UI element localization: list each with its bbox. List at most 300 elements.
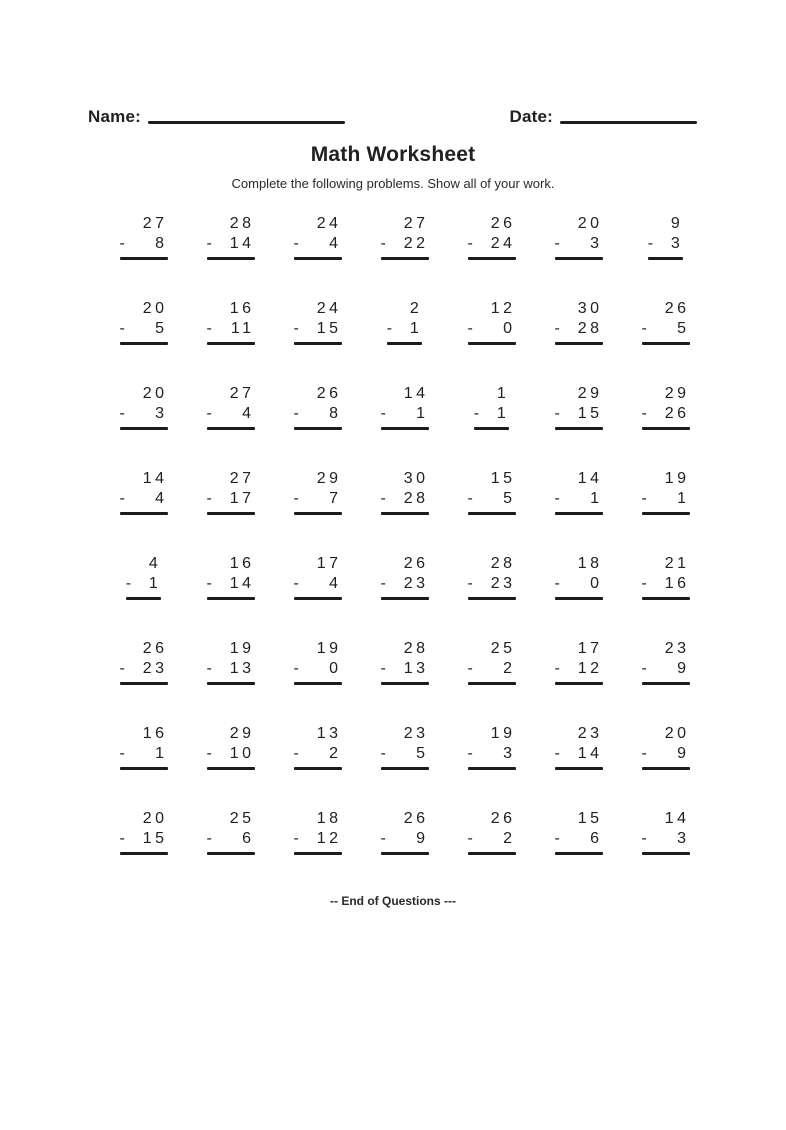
problem-cell	[555, 639, 603, 685]
subtraction-row	[468, 489, 516, 509]
minuend: 26	[664, 300, 690, 317]
minuend: 26	[316, 385, 342, 402]
minuend: 23	[577, 725, 603, 742]
subtrahend: 23	[403, 575, 429, 592]
problem-cell	[294, 214, 342, 260]
answer-line	[555, 427, 603, 430]
answer-line	[207, 512, 255, 515]
answer-line	[381, 427, 429, 430]
subtrahend: 0	[329, 660, 342, 677]
problem-cell	[120, 724, 168, 770]
problem-column	[187, 299, 274, 345]
answer-line	[468, 257, 516, 260]
problem-cell	[555, 809, 603, 855]
answer-line	[120, 342, 168, 345]
minus-sign: -	[554, 405, 560, 422]
subtrahend: 1	[496, 405, 510, 422]
subtraction-row	[642, 574, 690, 594]
problem-column	[448, 639, 535, 685]
problem-column	[361, 554, 448, 600]
subtrahend: 4	[242, 405, 255, 422]
answer-line	[474, 427, 510, 430]
subtrahend: 4	[329, 575, 342, 592]
page-title: Math Worksheet	[310, 143, 476, 166]
answer-line	[642, 767, 690, 770]
minuend: 19	[229, 640, 255, 657]
problems-row	[100, 469, 709, 515]
minus-sign: -	[467, 660, 473, 677]
problem-column	[100, 554, 187, 600]
problem-cell	[474, 384, 510, 430]
problem-column	[535, 469, 622, 515]
problem-cell	[294, 299, 342, 345]
minuend: 24	[316, 215, 342, 232]
subtraction-row	[294, 489, 342, 509]
answer-line	[555, 682, 603, 685]
problem-cell	[642, 809, 690, 855]
answer-line	[381, 852, 429, 855]
problem-cell	[642, 384, 690, 430]
problem-cell	[207, 384, 255, 430]
answer-line	[642, 682, 690, 685]
problem-column	[361, 639, 448, 685]
problem-column	[448, 214, 535, 260]
subtrahend: 7	[329, 490, 342, 507]
problem-column	[100, 809, 187, 855]
minuend: 18	[577, 555, 603, 572]
minuend: 28	[490, 555, 516, 572]
subtraction-row	[555, 404, 603, 424]
problem-cell	[555, 554, 603, 600]
problem-column	[622, 299, 709, 345]
answer-line	[468, 682, 516, 685]
minuend: 25	[490, 640, 516, 657]
minuend: 23	[403, 725, 429, 742]
minus-sign: -	[119, 235, 125, 252]
problem-column	[448, 299, 535, 345]
problems-row	[100, 554, 709, 600]
answer-line	[294, 512, 342, 515]
minus-sign: -	[554, 575, 560, 592]
subtraction-row	[294, 829, 342, 849]
answer-line	[294, 767, 342, 770]
subtraction-row	[474, 404, 510, 424]
minus-sign: -	[380, 660, 386, 677]
subtrahend: 12	[577, 660, 603, 677]
problem-cell	[387, 299, 423, 345]
problem-column	[100, 299, 187, 345]
problem-column	[100, 384, 187, 430]
problem-cell	[294, 384, 342, 430]
subtraction-row	[120, 404, 168, 424]
subtrahend: 23	[490, 575, 516, 592]
answer-line	[207, 257, 255, 260]
subtraction-row	[555, 744, 603, 764]
subtrahend: 26	[664, 405, 690, 422]
minuend: 23	[664, 640, 690, 657]
minus-sign: -	[293, 235, 299, 252]
subtraction-row	[648, 234, 684, 254]
answer-line	[207, 427, 255, 430]
answer-line	[207, 342, 255, 345]
subtraction-row	[642, 319, 690, 339]
problem-column	[361, 469, 448, 515]
problem-column	[535, 214, 622, 260]
problem-cell	[294, 469, 342, 515]
subtraction-row	[642, 489, 690, 509]
minuend: 14	[142, 470, 168, 487]
problem-column	[535, 809, 622, 855]
minus-sign: -	[554, 320, 560, 337]
answer-line	[294, 427, 342, 430]
subtrahend: 3	[670, 235, 684, 252]
subtraction-row	[207, 659, 255, 679]
problem-column	[100, 724, 187, 770]
problem-cell	[207, 469, 255, 515]
problem-cell	[207, 639, 255, 685]
minus-sign: -	[467, 235, 473, 252]
minuend: 15	[577, 810, 603, 827]
problem-cell	[294, 809, 342, 855]
problem-column	[100, 469, 187, 515]
problem-column	[448, 724, 535, 770]
problem-column	[622, 384, 709, 430]
answer-line	[120, 852, 168, 855]
problem-column	[274, 214, 361, 260]
subtrahend: 1	[155, 745, 168, 762]
subtraction-row	[642, 744, 690, 764]
subtrahend: 2	[329, 745, 342, 762]
subtraction-row	[468, 659, 516, 679]
subtraction-row	[468, 829, 516, 849]
minuend: 29	[229, 725, 255, 742]
subtraction-row	[381, 574, 429, 594]
problem-column	[622, 214, 709, 260]
problem-column	[448, 384, 535, 430]
minuend: 24	[316, 300, 342, 317]
minuend: 29	[664, 385, 690, 402]
answer-line	[648, 257, 684, 260]
subtrahend: 2	[503, 830, 516, 847]
problem-cell	[381, 724, 429, 770]
answer-line	[642, 597, 690, 600]
answer-line	[294, 597, 342, 600]
subtrahend: 3	[677, 830, 690, 847]
problem-column	[448, 554, 535, 600]
answer-line	[294, 342, 342, 345]
subtrahend: 10	[229, 745, 255, 762]
minuend: 20	[577, 215, 603, 232]
subtraction-row	[120, 829, 168, 849]
answer-line	[642, 852, 690, 855]
problem-cell	[120, 809, 168, 855]
problem-column	[535, 554, 622, 600]
subtrahend: 0	[503, 320, 516, 337]
minus-sign: -	[206, 320, 212, 337]
answer-line	[207, 767, 255, 770]
problem-column	[622, 639, 709, 685]
answer-line	[555, 597, 603, 600]
answer-line	[468, 597, 516, 600]
answer-line	[207, 852, 255, 855]
problem-column	[274, 384, 361, 430]
minus-sign: -	[119, 660, 125, 677]
subtraction-row	[381, 404, 429, 424]
minus-sign: -	[467, 575, 473, 592]
answer-line	[468, 852, 516, 855]
minuend: 30	[403, 470, 429, 487]
minus-sign: -	[119, 745, 125, 762]
answer-line	[381, 767, 429, 770]
answer-line	[120, 427, 168, 430]
subtrahend: 1	[148, 575, 162, 592]
answer-line	[468, 342, 516, 345]
subtraction-row	[207, 319, 255, 339]
subtrahend: 11	[230, 320, 255, 337]
problem-cell	[207, 809, 255, 855]
subtraction-row	[387, 319, 423, 339]
subtraction-row	[555, 574, 603, 594]
subtraction-row	[120, 659, 168, 679]
subtraction-row	[207, 744, 255, 764]
answer-line	[120, 767, 168, 770]
minus-sign: -	[380, 745, 386, 762]
answer-line	[642, 342, 690, 345]
subtrahend: 8	[329, 405, 342, 422]
minus-sign: -	[380, 405, 386, 422]
problem-cell	[120, 639, 168, 685]
minuend: 29	[577, 385, 603, 402]
problem-column	[361, 809, 448, 855]
minus-sign: -	[119, 320, 125, 337]
minuend: 1	[496, 385, 510, 402]
name-label: Name:	[88, 107, 141, 126]
problem-cell	[642, 724, 690, 770]
minuend: 13	[316, 725, 342, 742]
minus-sign: -	[641, 490, 647, 507]
subtrahend: 22	[403, 235, 429, 252]
subtraction-row	[120, 234, 168, 254]
minuend: 26	[142, 640, 168, 657]
problem-cell	[294, 724, 342, 770]
minus-sign: -	[293, 660, 299, 677]
problems-row	[100, 724, 709, 770]
problems-row	[100, 214, 709, 260]
problem-cell	[120, 384, 168, 430]
answer-line	[294, 682, 342, 685]
problem-column	[535, 639, 622, 685]
minus-sign: -	[647, 235, 654, 252]
answer-line	[381, 682, 429, 685]
problem-cell	[120, 299, 168, 345]
problem-cell	[207, 554, 255, 600]
minuend: 14	[577, 470, 603, 487]
problem-cell	[468, 214, 516, 260]
subtraction-row	[555, 829, 603, 849]
minuend: 4	[148, 555, 162, 572]
problem-cell	[642, 299, 690, 345]
subtrahend: 5	[503, 490, 516, 507]
end-of-questions-text: -- End of Questions ---	[330, 894, 456, 908]
minus-sign: -	[641, 830, 647, 847]
answer-line	[207, 682, 255, 685]
subtrahend: 23	[142, 660, 168, 677]
answer-line	[381, 597, 429, 600]
minuend: 27	[229, 385, 255, 402]
subtraction-row	[468, 234, 516, 254]
minuend: 9	[670, 215, 684, 232]
problem-cell	[468, 299, 516, 345]
subtrahend: 9	[677, 745, 690, 762]
minuend: 27	[229, 470, 255, 487]
problem-cell	[648, 214, 684, 260]
problem-column	[361, 724, 448, 770]
subtrahend: 6	[590, 830, 603, 847]
minus-sign: -	[125, 575, 132, 592]
subtraction-row	[468, 744, 516, 764]
minus-sign: -	[206, 405, 212, 422]
minus-sign: -	[380, 830, 386, 847]
subtrahend: 28	[577, 320, 603, 337]
minuend: 28	[403, 640, 429, 657]
problem-cell	[381, 554, 429, 600]
subtraction-row	[207, 234, 255, 254]
subtrahend: 5	[677, 320, 690, 337]
subtrahend: 3	[155, 405, 168, 422]
problem-column	[535, 724, 622, 770]
problem-cell	[642, 554, 690, 600]
problem-cell	[381, 809, 429, 855]
minuend: 19	[490, 725, 516, 742]
problem-column	[361, 299, 448, 345]
answer-line	[294, 257, 342, 260]
problem-cell	[381, 639, 429, 685]
subtrahend: 1	[409, 320, 423, 337]
answer-line	[468, 767, 516, 770]
minuend: 26	[490, 215, 516, 232]
subtrahend: 14	[229, 575, 255, 592]
answer-line	[555, 257, 603, 260]
subtraction-row	[207, 489, 255, 509]
minus-sign: -	[641, 405, 647, 422]
problem-cell	[294, 554, 342, 600]
problem-cell	[120, 469, 168, 515]
minuend: 20	[142, 385, 168, 402]
problem-cell	[381, 384, 429, 430]
subtrahend: 13	[229, 660, 255, 677]
problem-cell	[468, 554, 516, 600]
date-blank-line	[560, 121, 697, 124]
problem-column	[535, 299, 622, 345]
answer-line	[126, 597, 162, 600]
subtraction-row	[381, 744, 429, 764]
minus-sign: -	[641, 660, 647, 677]
minuend: 21	[664, 555, 690, 572]
minus-sign: -	[386, 320, 393, 337]
problem-column	[187, 469, 274, 515]
subtrahend: 14	[577, 745, 603, 762]
problem-cell	[381, 469, 429, 515]
subtraction-row	[381, 829, 429, 849]
minus-sign: -	[380, 490, 386, 507]
subtraction-row	[294, 744, 342, 764]
problem-column	[274, 809, 361, 855]
answer-line	[120, 512, 168, 515]
answer-line	[468, 512, 516, 515]
minuend: 20	[664, 725, 690, 742]
subtrahend: 15	[316, 320, 342, 337]
minuend: 2	[409, 300, 423, 317]
subtrahend: 4	[155, 490, 168, 507]
subtrahend: 3	[503, 745, 516, 762]
problem-column	[448, 809, 535, 855]
minus-sign: -	[293, 320, 299, 337]
minuend: 27	[403, 215, 429, 232]
problem-cell	[120, 214, 168, 260]
problem-cell	[468, 724, 516, 770]
problem-column	[361, 384, 448, 430]
subtraction-row	[642, 659, 690, 679]
minuend: 17	[577, 640, 603, 657]
minus-sign: -	[293, 490, 299, 507]
answer-line	[555, 767, 603, 770]
answer-line	[120, 682, 168, 685]
minuend: 26	[403, 555, 429, 572]
minus-sign: -	[206, 490, 212, 507]
minus-sign: -	[467, 830, 473, 847]
problems-grid	[100, 214, 709, 855]
minuend: 16	[229, 300, 255, 317]
subtrahend: 2	[503, 660, 516, 677]
minuend: 16	[229, 555, 255, 572]
subtrahend: 4	[329, 235, 342, 252]
subtrahend: 15	[577, 405, 603, 422]
subtrahend: 6	[242, 830, 255, 847]
subtrahend: 9	[677, 660, 690, 677]
problem-column	[274, 469, 361, 515]
subtraction-row	[207, 404, 255, 424]
answer-line	[642, 512, 690, 515]
minus-sign: -	[467, 745, 473, 762]
subtraction-row	[120, 319, 168, 339]
subtrahend: 8	[155, 235, 168, 252]
problem-cell	[555, 384, 603, 430]
problem-column	[187, 384, 274, 430]
minus-sign: -	[641, 575, 647, 592]
subtrahend: 14	[229, 235, 255, 252]
minuend: 18	[316, 810, 342, 827]
minuend: 15	[490, 470, 516, 487]
minuend: 14	[664, 810, 690, 827]
problem-column	[187, 639, 274, 685]
subtrahend: 1	[590, 490, 603, 507]
problem-cell	[468, 469, 516, 515]
minus-sign: -	[641, 320, 647, 337]
problem-column	[535, 384, 622, 430]
problem-cell	[642, 469, 690, 515]
problem-column	[187, 809, 274, 855]
problem-column	[274, 299, 361, 345]
minuend: 26	[490, 810, 516, 827]
problems-row	[100, 639, 709, 685]
minus-sign: -	[554, 830, 560, 847]
subtrahend: 12	[316, 830, 342, 847]
answer-line	[555, 342, 603, 345]
subtrahend: 28	[403, 490, 429, 507]
subtrahend: 1	[677, 490, 690, 507]
subtrahend: 13	[403, 660, 429, 677]
minuend: 19	[664, 470, 690, 487]
